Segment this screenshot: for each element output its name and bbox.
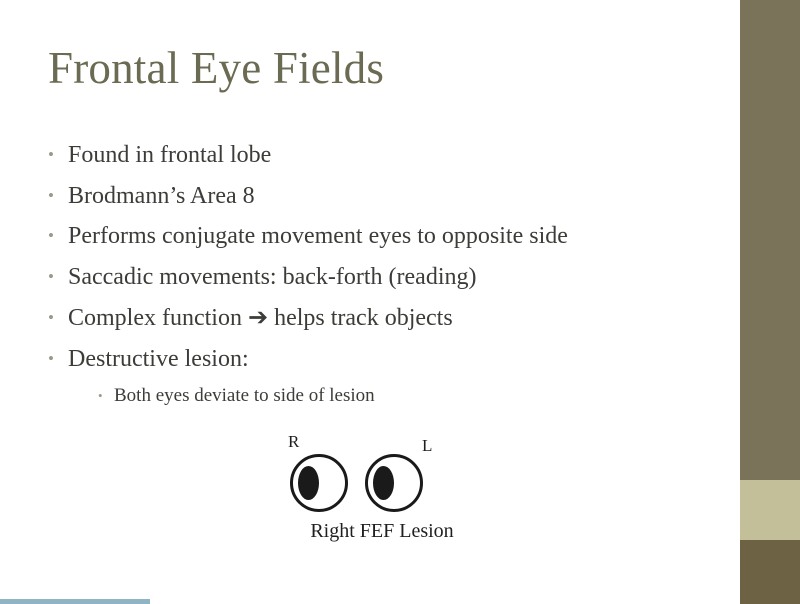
list-item (48, 181, 708, 212)
list-item (48, 303, 708, 334)
left-eye-icon (365, 454, 423, 512)
bullet-list (48, 140, 708, 419)
right-eye-pupil (298, 466, 319, 500)
bullet-dot-icon: • (48, 185, 54, 205)
bullet-dot-icon: • (48, 307, 54, 327)
right-eye-label: R (288, 432, 300, 451)
bar-segment-top (740, 0, 800, 480)
list-item (48, 262, 708, 293)
list-item-label: Both eyes deviate to side of lesion (114, 385, 375, 407)
list-item (48, 140, 708, 171)
diagram-caption: Right FEF Lesion (310, 520, 454, 542)
list-item-sub (98, 384, 708, 408)
list-item (48, 344, 708, 375)
list-item-label: Performs conjugate movement eyes to opposite side (68, 223, 568, 250)
list-item-label: Complex function ➔ helps track objects (68, 304, 453, 331)
bullet-dot-icon: • (98, 388, 103, 404)
bar-segment-middle (740, 480, 800, 540)
list-item-label: Saccadic movements: back-forth (reading) (68, 264, 477, 291)
list-item-label: Found in frontal lobe (68, 142, 272, 168)
bullet-dot-icon: • (48, 348, 54, 368)
bar-segment-bottom (740, 540, 800, 604)
left-eye-pupil (373, 466, 394, 500)
list-item-label: Brodmann’s Area 8 (68, 182, 255, 209)
left-eye-label: L (422, 436, 433, 455)
eye-diagram (270, 432, 470, 552)
list-item-label: Destructive lesion: (68, 345, 249, 372)
right-decorative-bar (740, 0, 800, 604)
right-eye-icon (290, 454, 348, 512)
page-title: Frontal Eye Fields (48, 43, 385, 93)
bullet-dot-icon: • (48, 226, 54, 246)
bullet-dot-icon: • (48, 145, 54, 164)
bottom-accent-line (0, 599, 150, 604)
bullet-dot-icon: • (48, 267, 54, 287)
list-item (48, 221, 708, 252)
